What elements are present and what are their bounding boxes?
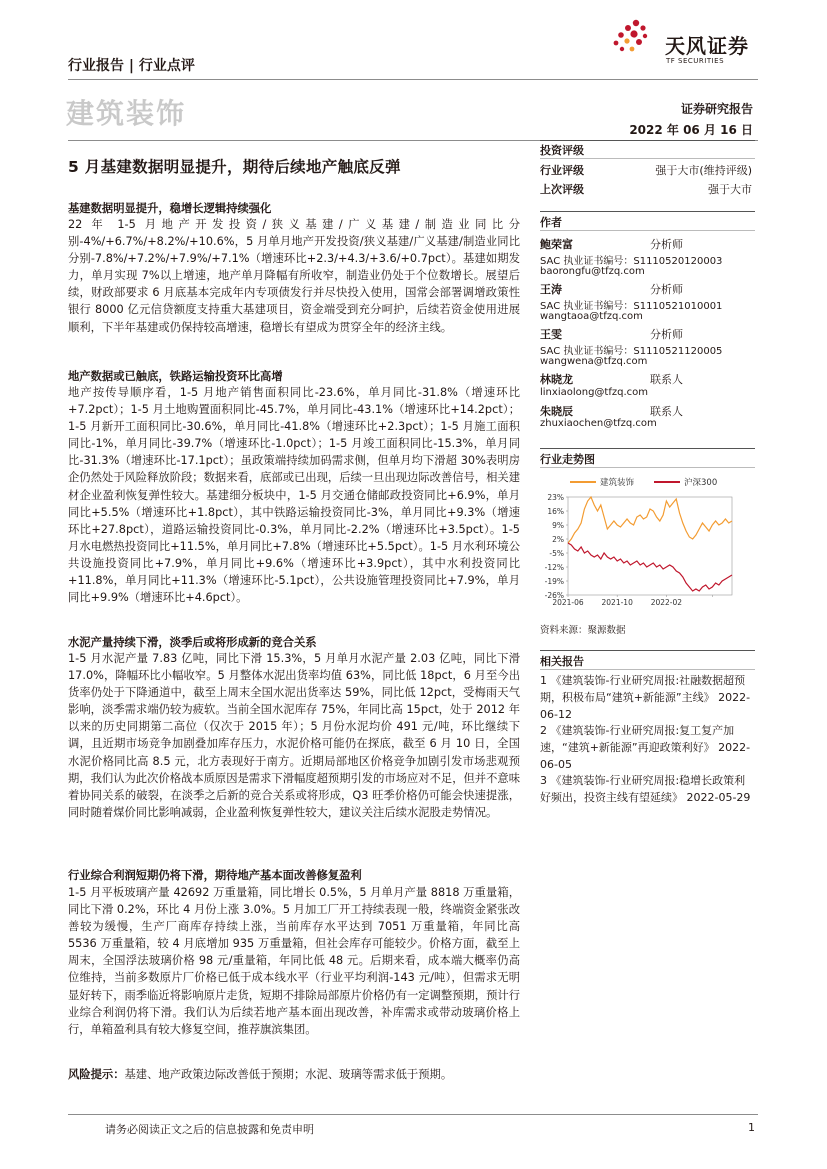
trend-chart [536,471,758,616]
tf-logo-icon [612,18,662,58]
x-tick-label: 2021-06 [552,598,584,607]
y-tick-label: -19% [544,577,564,586]
x-tick-label: 2021-10 [601,598,633,607]
authors-top-line [540,211,755,212]
footer-disclaimer: 请务必阅读正文之后的信息披露和免责申明 [105,1123,314,1136]
trend-divider [540,467,755,468]
section-title-3: 水泥产量持续下滑，淡季后或将形成新的竞合关系 [68,636,317,649]
y-tick-label: -26% [544,591,564,600]
industry-rating-value: 强于大市(维持评级) [655,164,752,177]
logo-subtext: TF SECURITIES [666,57,725,65]
last-rating-label: 上次评级 [540,183,584,196]
rating-divider [540,158,755,159]
author-email-2[interactable]: wangtaoa@tfzq.com [540,311,643,322]
authors-title: 作者 [540,216,562,229]
author-email-3[interactable]: wangwena@tfzq.com [540,356,648,367]
trend-chart-svg [536,471,758,616]
related-report-2[interactable]: 2 《建筑装饰-行业研究周报:复工复产加速，“建筑+新能源”再迎政策利好》 2022-06-05 [540,724,751,771]
author-role-2: 分析师 [650,283,683,296]
author-role-3: 分析师 [650,328,683,341]
section-body-4: 1-5 月平板玻璃产量 42692 万重量箱，同比增长 0.5%，5 月单月产量 8818 万重量箱，同比下滑 0.2%，环比 4 月份上涨 3.0%。5 月加工厂开工持续表现一般，终端资金紧张改善较为缓慢，生产厂商库存持续上涨，当前库存水平达到 7051 万重量箱，年同比高 5536 万重量箱，较 4 月底增加 935 万重量箱，但社会库存可能较少。价格方面，截至上周末，全国浮法玻璃价格 98 元/重量箱，年同比低 48 元。后期来看，成本端大概率仍高位维持，当前多数原片厂价格已低于成本线水平（行业平均利润-143 元/吨），但需求无明显好转下，雨季临近将影响原片走货，短期不排除局部原片价格仍有一定调整预期，预计行业综合利润仍将下滑。我们认为后续若地产基本面出现改善，补库需求或带动玻璃价格上行，单箱盈利具有较大修复空间，推荐旗滨集团。 [68,886,520,1036]
header-divider [68,79,758,80]
author-sac-2: SAC 执业证书编号：S1110521010001 [540,301,723,312]
industry-rating-label: 行业评级 [540,164,584,177]
risk-warning [68,1066,528,1083]
y-tick-label: 23% [547,493,564,502]
logo-text: 天风证券 [665,34,749,58]
author-sac-1: SAC 执业证书编号：S1110520120003 [540,256,723,267]
headline: 5 月基建数据明显提升，期待后续地产触底反弹 [68,158,401,176]
related-title: 相关报告 [540,655,584,668]
chart-source: 资料来源：聚源数据 [540,625,626,636]
related-divider [540,669,755,670]
y-tick-label: -12% [544,563,564,572]
series-line-2 [568,543,732,591]
last-rating-row [540,181,752,197]
rating-title: 投资评级 [540,144,584,157]
author-name-3: 王雯 [540,328,562,341]
section-title-4: 行业综合利润短期仍将下滑，期待地产基本面改善修复盈利 [68,869,362,882]
series-line-1 [568,497,732,543]
author-name-2: 王涛 [540,283,562,296]
industry-rating-row [540,162,752,178]
author-role-4: 联系人 [650,373,683,386]
x-tick-label: 2022-02 [650,598,683,607]
section-title-1: 基建数据明显提升，稳增长逻辑持续强化 [68,202,272,215]
related-top-line [540,650,755,651]
authors-divider [540,230,755,231]
rating-top-line [540,140,755,141]
related-report-1[interactable]: 1 《建筑装饰-行业研究周报:社融数据超预期，积极布局“建筑+新能源”主线》 2022-06-12 [540,674,751,721]
last-rating-value: 强于大市 [708,183,752,196]
author-role-1: 分析师 [650,238,683,251]
page-number: 1 [748,1121,755,1134]
y-tick-label: -5% [549,549,564,558]
risk-label: 风险提示： [68,1068,125,1081]
author-sac-3: SAC 执业证书编号：S1110521120005 [540,346,723,357]
related-report-3[interactable]: 3 《建筑装饰-行业研究周报:稳增长政策利好频出，投资主线有望延续》 2022-05-29 [540,774,751,804]
chart-plot-frame [568,497,732,595]
section-body-1: 22 年 1-5 月地产开发投资/狭义基建/广义基建/制造业同比分别-4%/+6.7%/+8.2%/+10.6%，5 月单月地产开发投资/狭义基建/广义基建/制造业同比分别-7.8%/+7.2%/+7.9%/+7.1%（增速环比+2.3/+4.3/+3.6/+0.7pct）。基建如期发力，单月实现 7%以上增速，地产单月降幅有所收窄，制造业仍处于个位数增长。展望后续，财政部要求 6 月底基本完成年内专项债发行并尽快投入使用，国常会部署调增政策性银行 8000 亿元信贷额度支持重大基建项目，资金端受到充分呵护，后续若资金使用进展顺利，下半年基建或仍保持较高增速，稳增长有望成为贯穿全年的经济主线。 [68,218,520,334]
org-title: 证券研究报告 [680,102,753,116]
author-name-1: 鲍荣富 [540,238,573,251]
sector-title: 建筑装饰 [66,97,187,130]
trend-title: 行业走势图 [540,453,595,466]
author-email-1[interactable]: baorongfu@tfzq.com [540,266,645,277]
report-type: 行业报告 | 行业点评 [68,58,195,74]
risk-text: 基建、地产政策边际改善低于预期；水泥、玻璃等需求低于预期。 [124,1068,453,1081]
y-tick-label: 2% [552,535,564,544]
author-name-5: 朱晓辰 [540,405,573,418]
legend-label-1: 建筑装饰 [600,478,635,488]
author-email-4[interactable]: linxiaolong@tfzq.com [540,387,648,398]
legend-label-2: 沪深300 [684,478,718,488]
section-body-3: 1-5 月水泥产量 7.83 亿吨，同比下滑 15.3%，5 月单月水泥产量 2.03 亿吨，同比下滑 17.0%，降幅环比小幅收窄。5 月整体水泥出货率均值 63%，同比低 18pct，6 月至今出货率仍处于下降通道中，截至上周末全国水泥出货率达 59%，同比低 12pct，受梅雨天气影响，淡季需求端仍较为疲软。当前全国水泥库存 75%，年同比高 15pct，处于 2012 年以来的历史同期第二高位（仅次于 2015 年）；5 月份水泥均价 491 元/吨，环比继续下调，且近期市场竞争加剧叠加库存压力，水泥价格可能仍在探底，截至 6 月 10 日，全国水泥价格同比高 8.5 元，北方表现好于南方。近期局部地区价格竞争加剧引发市场悲观预期，我们认为此次价格战本质原因是需求下滑幅度超预期引发的市场应对不足，但并不意味着协同关系的破裂，在淡季之后新的竞合关系或将形成，Q3 旺季价格仍可能会快速提涨，同时随着煤价同比影响减弱，企业盈利恢复弹性较大，建议关注后续水泥股走势情况。 [68,652,520,819]
author-email-5[interactable]: zhuxiaochen@tfzq.com [540,418,657,429]
trend-top-line [540,448,755,449]
section-body-2: 地产按传导顺序看，1-5 月地产销售面积同比-23.6%，单月同比-31.8%（增速环比+7.2pct）；1-5 月土地购置面积同比-45.7%，单月同比-43.1%（增速环比+14.2pct）；1-5 月新开工面积同比-30.6%，单月同比-41.8%（增速环比+2.3pct）；1-5 月施工面积同比-1%，单月同比-39.7%（增速环比-1.0pct）；1-5 月竣工面积同比-15.3%，单月同比-31.3%（增速环比-17.1pct）；虽政策端持续加码需求侧，但单月均下滑超 30%表明房企仍然处于风险释放阶段；数据来看，底部或已出现，后续一旦出现边际改善信号，相关建材企业盈利恢复弹性较大。基建细分板块中，1-5 月交通仓储邮政投资同比+6.9%，单月同比+5.5%（增速环比+1.8pct），其中铁路运输投资同比-3%，单月同比+9.3%（增速环比+27.8pct），道路运输投资同比-0.3%，单月同比-2.2%（增速环比+3.5pct）。1-5 月水电燃热投资同比+11.5%，单月同比+7.8%（增速环比+5.5pct）。1-5 月水利环境公共设施投资同比+7.9%，单月同比+9.6%（增速环比+3.9pct），其中水利投资同比+11.8%，单月同比+11.3%（增速环比-5.1pct），公共设施管理投资同比+7.9%，单月同比+9.9%（增速环比+4.6pct）。 [68,386,520,605]
author-role-5: 联系人 [650,405,683,418]
y-tick-label: 9% [552,521,564,530]
report-date: 2022 年 06 月 16 日 [629,123,753,137]
y-tick-label: 16% [547,507,564,516]
section-title-2: 地产数据或已触底，铁路运输投资环比高增 [68,370,283,383]
author-name-4: 林晓龙 [540,373,573,386]
footer-divider [68,1114,758,1115]
